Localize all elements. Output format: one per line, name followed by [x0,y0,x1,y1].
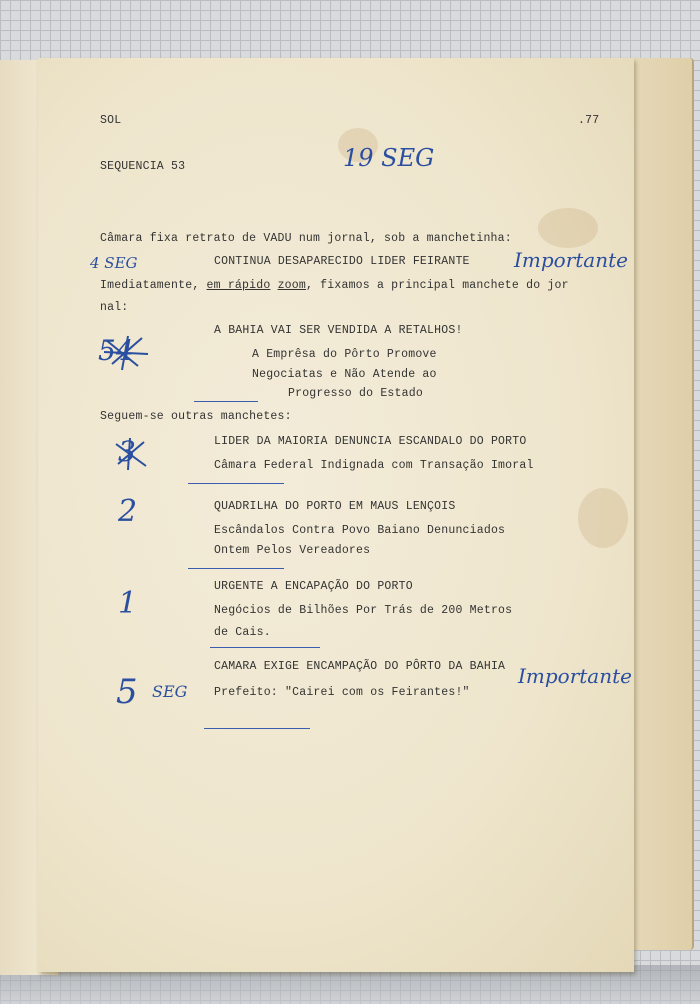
handwritten-mark-2: 2 [118,494,138,529]
block-4-title: CAMARA EXIGE ENCAMPAÇÃO DO PÔRTO DA BAHIA [214,660,506,673]
block-2-title: QUADRILHA DO PORTO EM MAUS LENÇOIS [214,500,456,513]
paper-stain [538,208,598,248]
handwritten-underline [188,483,284,484]
main-headline-sub3: Progresso do Estado [288,387,423,400]
paper-stain [578,488,628,548]
handwritten-mark-1: 3 [118,435,136,468]
main-headline-sub2: Negociatas e Não Atende ao [252,368,437,381]
block-1-title: LIDER DA MAIORIA DENUNCIA ESCANDALO DO PORTO [214,435,527,448]
typewritten-page [38,58,634,972]
handwritten-important-1: Importante [514,248,628,272]
headline-1: CONTINUA DESAPARECIDO LIDER FEIRANTE [214,255,470,268]
block-4-sub1: Prefeito: "Cairei com os Feirantes!" [214,686,470,699]
block-3-title: URGENTE A ENCAPAÇÃO DO PORTO [214,580,413,593]
handwritten-underline [210,647,320,648]
intro-text: Câmara fixa retrato de VADU num jornal, sob a manchetinha: [100,232,512,245]
handwritten-mark-3: 1 [118,586,138,621]
handwritten-underline [204,728,310,729]
block-2-sub2: Ontem Pelos Vereadores [214,544,371,557]
sequence-title: SEQUENCIA 53 [100,160,186,173]
handwritten-underline [188,568,284,569]
handwritten-mark-5: 5 [116,672,138,712]
block-2-sub1: Escândalos Contra Povo Baiano Denunciados [214,524,506,537]
handwritten-underline [194,401,258,402]
main-headline-sub1: A Emprêsa do Pôrto Promove [252,348,437,361]
scribble-icon [112,436,152,472]
seguem-text: Seguem-se outras manchetes: [100,410,292,423]
zoom-line: Imediatamente, em rápido zoom, fixamos a principal manchete do jor [100,279,569,292]
zoom-line-end: nal: [100,301,129,314]
header-left: SOL [100,114,122,127]
handwritten-4seg: 4 SEG [90,254,138,272]
handwritten-seg: SEG [152,682,188,701]
block-3-sub1: Negócios de Bilhões Por Trás de 200 Metros [214,604,513,617]
block-3-sub2: de Cais. [214,626,271,639]
block-1-sub1: Câmara Federal Indignada com Transação Imoral [214,459,534,472]
scribble-icon [98,330,168,374]
page-number: .77 [578,114,600,127]
main-headline-title: A BAHIA VAI SER VENDIDA A RETALHOS! [214,324,463,337]
handwritten-important-2: Importante [518,664,632,688]
handwritten-mark-main: 54 [98,334,134,367]
handwritten-time: 19 SEG [343,144,435,172]
